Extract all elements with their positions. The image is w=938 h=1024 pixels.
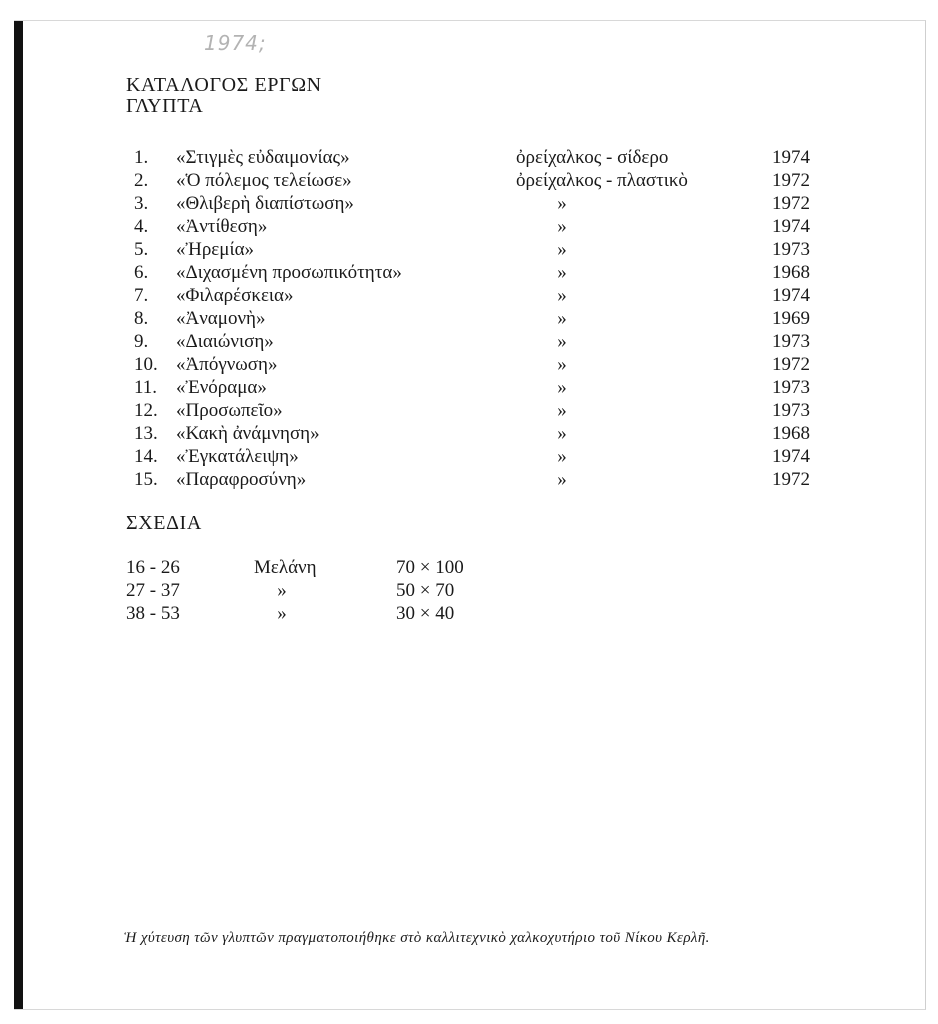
sculpture-title: «Ἐγκατάλειψη» <box>176 446 299 467</box>
sculpture-year: 1972 <box>772 354 810 375</box>
sculpture-title: «Παραφροσύνη» <box>176 469 307 490</box>
sculpture-year: 1974 <box>772 446 810 467</box>
sculpture-material-ditto: » <box>557 285 567 306</box>
sculpture-title: «Θλιβερὴ διαπίστωση» <box>176 193 354 214</box>
sculpture-row <box>14 215 925 238</box>
drawing-size: 30 × 40 <box>396 603 455 624</box>
sculpture-year: 1973 <box>772 377 810 398</box>
sculpture-year: 1974 <box>772 285 810 306</box>
sculpture-year: 1974 <box>772 147 810 168</box>
sculpture-number: 8. <box>134 308 149 329</box>
sculpture-number: 13. <box>134 423 158 444</box>
sculpture-material-ditto: » <box>557 308 567 329</box>
sculpture-number: 1. <box>134 147 149 168</box>
sculpture-title: «Προσωπεῖο» <box>176 400 283 421</box>
sculpture-title: «Ἀντίθεση» <box>176 216 268 237</box>
drawing-medium-ditto: » <box>277 603 287 624</box>
drawing-size: 50 × 70 <box>396 580 455 601</box>
sculpture-row <box>14 353 925 376</box>
drawing-range: 27 - 37 <box>126 580 180 601</box>
sculpture-row <box>14 307 925 330</box>
sculpture-year: 1973 <box>772 400 810 421</box>
sculpture-row <box>14 238 925 261</box>
sculpture-number: 11. <box>134 377 158 398</box>
sculpture-row <box>14 192 925 215</box>
sculpture-title: «Διαιώνιση» <box>176 331 274 352</box>
sculpture-year: 1969 <box>772 308 810 329</box>
sculpture-number: 5. <box>134 239 149 260</box>
catalogue-page <box>14 20 926 1010</box>
drawing-size: 70 × 100 <box>396 557 464 578</box>
sculpture-material-ditto: » <box>557 469 567 490</box>
sculpture-material-ditto: » <box>557 377 567 398</box>
sculpture-year: 1973 <box>772 239 810 260</box>
drawing-range: 16 - 26 <box>126 557 180 578</box>
sculpture-row <box>14 399 925 422</box>
drawing-row <box>14 556 925 579</box>
sculpture-material-ditto: » <box>557 400 567 421</box>
sculpture-title: «Ὁ πόλεμος τελείωσε» <box>176 170 352 191</box>
sculpture-number: 14. <box>134 446 158 467</box>
sculpture-number: 7. <box>134 285 149 306</box>
sculpture-title: «Στιγμὲς εὐδαιμονίας» <box>176 147 350 168</box>
sculpture-number: 15. <box>134 469 158 490</box>
drawing-medium-ditto: » <box>277 580 287 601</box>
sculpture-number: 6. <box>134 262 149 283</box>
drawings-heading: ΣΧΕΔΙΑ <box>126 512 202 534</box>
drawing-medium: Μελάνη <box>254 557 317 578</box>
sculpture-material-ditto: » <box>557 446 567 467</box>
sculpture-year: 1972 <box>772 170 810 191</box>
sculpture-material-ditto: » <box>557 354 567 375</box>
sculpture-year: 1972 <box>772 193 810 214</box>
sculpture-material-ditto: » <box>557 331 567 352</box>
sculpture-year: 1968 <box>772 262 810 283</box>
sculpture-material-ditto: » <box>557 239 567 260</box>
sculpture-material: ὀρείχαλκος - σίδερο <box>516 147 669 168</box>
sculpture-number: 2. <box>134 170 149 191</box>
sculpture-row <box>14 330 925 353</box>
sculpture-year: 1968 <box>772 423 810 444</box>
sculpture-row <box>14 261 925 284</box>
sculpture-row <box>14 284 925 307</box>
sculpture-number: 4. <box>134 216 149 237</box>
drawing-row <box>14 602 925 625</box>
sculpture-row <box>14 468 925 491</box>
drawing-range: 38 - 53 <box>126 603 180 624</box>
sculpture-row <box>14 169 925 192</box>
sculpture-title: «Ἀναμονὴ» <box>176 308 266 329</box>
sculpture-row <box>14 445 925 468</box>
drawing-row <box>14 579 925 602</box>
sculpture-row <box>14 422 925 445</box>
sculpture-title: «Ἠρεμία» <box>176 239 255 260</box>
sculpture-number: 10. <box>134 354 158 375</box>
sculpture-year: 1973 <box>772 331 810 352</box>
sculpture-year: 1974 <box>772 216 810 237</box>
sculpture-number: 9. <box>134 331 149 352</box>
sculptures-heading: ΓΛΥΠΤΑ <box>126 95 204 117</box>
sculpture-title: «Κακὴ ἀνάμνηση» <box>176 423 320 444</box>
sculpture-row <box>14 376 925 399</box>
sculpture-material-ditto: » <box>557 423 567 444</box>
sculpture-number: 12. <box>134 400 158 421</box>
sculpture-number: 3. <box>134 193 149 214</box>
sculpture-row <box>14 146 925 169</box>
handwritten-year-note: 1974; <box>204 31 267 55</box>
sculpture-title: «Φιλαρέσκεια» <box>176 285 294 306</box>
sculpture-title: «Ἀπόγνωση» <box>176 354 278 375</box>
sculpture-material-ditto: » <box>557 216 567 237</box>
sculpture-title: «Διχασμένη προσωπικότητα» <box>176 262 402 283</box>
sculpture-material-ditto: » <box>557 262 567 283</box>
sculpture-year: 1972 <box>772 469 810 490</box>
sculpture-material-ditto: » <box>557 193 567 214</box>
sculpture-title: «Ἐνόραμα» <box>176 377 267 398</box>
catalogue-title: ΚΑΤΑΛΟΓΟΣ ΕΡΓΩΝ <box>126 74 322 96</box>
casting-footnote: Ἡ χύτευση τῶν γλυπτῶν πραγματοποιήθηκε στὸ καλλιτεχνικὸ χαλκοχυτήριο τοῦ Νίκου Κερλῆ. <box>124 930 710 946</box>
sculpture-material: ὀρείχαλκος - πλαστικὸ <box>516 170 688 191</box>
